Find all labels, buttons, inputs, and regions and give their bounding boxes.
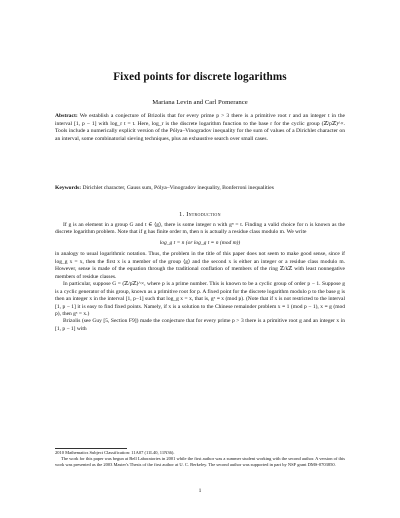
footnote-classification: 2010 Mathematics Subject Classification: 11A07 (11L40, 11N36). [55,450,175,455]
paper-title: Fixed points for discrete logarithms [113,71,287,83]
paragraph: If g is an element in a group G and t ∈ ⟨g⟩, there is some integer n with gⁿ = t. Finding a valid choice for n is known as the discrete logarithm problem. Note that if g has finite order m, then n is actually a residue class modulo m. We write [55,222,345,236]
paragraph: in analogy to usual logarithmic notation. Thus, the problem in the title of this paper does not seem to make good sense, since if log_g x = x, then the first x is a member of the group ⟨g⟩ and the second x is either an integer or a residue class modulo m. However, sense is made of the equation through the traditional conflation of members of the ring ℤ/kℤ with least nonnegative members of residue classes. [55,251,345,280]
abstract-text: We establish a conjecture of Brizolis that for every prime p > 3 there is a primitive root r and an integer t in the interval [1, p − 1] with log_r t = t. Here, log_r is the discrete logarithm function to the base r for the cyclic group (ℤ/pℤ)^×. Tools include a numerically explicit version of the Pólya–Vinogradov inequality for the sum of values of a Dirichlet character on an interval, some combinatorial sieving techniques, plus an exhaustive search over small cases. [55,113,345,142]
keywords-text: Dirichlet character, Gauss sum, Pólya–Vinogradov inequality, Bonferroni inequalities [82,185,274,191]
paper-authors: Mariana Levin and Carl Pomerance [152,99,248,106]
footnotes [55,450,345,468]
keywords [55,185,345,193]
section-heading: 1. Introduction [179,211,221,218]
footnote-acknowledgement: The work for this paper was begun at Bell Laboratories in 2001 while the first author was a summer student working with the second author. A version of this work was presented as the 2003 Master's Thesis of the first author at U. C. Berkeley. The second author was supported in part by NSF grant DMS-0703850. [55,455,345,467]
abstract [55,113,345,143]
paragraph: Brizolis (see Guy [5, Section F9]) made the conjecture that for every prime p > 3 there is a primitive root g and an integer x in [1, p − 1] with [55,318,345,332]
display-equation: log_g t = n (or log_g t ≡ n (mod m)) [159,239,241,246]
keywords-label: Keywords: [55,185,82,191]
paragraph: In particular, suppose G = (ℤ/pℤ)^×, where p is a prime number. This is known to be a cyclic group of order p − 1. Suppose g is a cyclic generator of this group, known as a primitive root for p. A fixed point for the discrete logarithm modulo p to the base g is then an integer x in the interval [1, p−1] such that log_g x = x, that is, gˣ ≡ x (mod p). (Note that if x is not restricted to the interval [1, p − 1] it is easy to find fixed points. Namely, if x is a solution to the Chinese remainder problem x ≡ 1 (mod p − 1), x ≡ g (mod p), then gˣ = x.) [55,281,345,317]
page-number: 1 [198,488,202,494]
abstract-label: Abstract: [55,113,78,119]
footnote-rule [55,448,127,449]
body-text [55,222,345,333]
